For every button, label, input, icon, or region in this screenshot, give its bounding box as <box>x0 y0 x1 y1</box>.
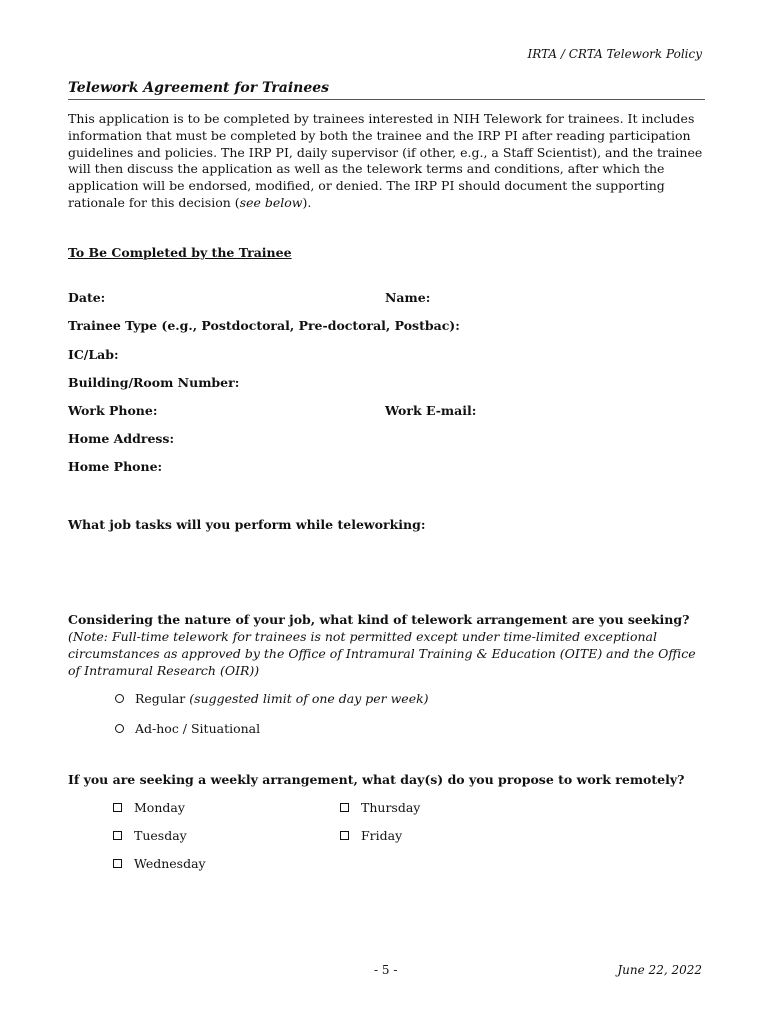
days-question: If you are seeking a weekly arrangement, what day(s) do you propose to work remotely? <box>68 772 685 787</box>
home-address-label: Home Address: <box>68 431 175 446</box>
day-thursday[interactable] <box>340 800 420 815</box>
title-divider <box>68 99 705 100</box>
job-tasks-question: What job tasks will you perform while teleworking: <box>68 517 426 532</box>
checkbox-monday[interactable] <box>113 803 122 812</box>
day-wednesday[interactable] <box>113 856 206 871</box>
ic-lab-label: IC/Lab: <box>68 347 119 362</box>
header-policy-name: IRTA / CRTA Telework Policy <box>527 47 702 61</box>
intro-text: This application is to be completed by trainees interested in NIH Telework for trainees. It includes information that must be completed by both the trainee and the IRP PI after reading participation guidelines and policies. The IRP PI, daily supervisor (if other, e.g., a Staff Scientist), and the trainee will then discuss the application as well as the telework terms and conditions, after which the application will be endorsed, modified, or denied. The IRP PI should document the supporting rationale for this decision ( <box>68 111 703 210</box>
day-monday[interactable] <box>113 800 185 815</box>
option-regular-note: (suggested limit of one day per week) <box>189 691 429 706</box>
day-monday-label: Monday <box>134 800 185 815</box>
radio-regular[interactable] <box>115 694 124 703</box>
radio-adhoc[interactable] <box>115 724 124 733</box>
checkbox-thursday[interactable] <box>340 803 349 812</box>
day-friday-label: Friday <box>361 828 403 843</box>
date-label: Date: <box>68 290 106 305</box>
trainee-type-label: Trainee Type (e.g., Postdoctoral, Pre-doctoral, Postbac): <box>68 318 460 333</box>
arrangement-question: Considering the nature of your job, what kind of telework arrangement are you seeking? <box>68 612 690 627</box>
option-regular[interactable] <box>115 691 429 706</box>
intro-see-below: see below <box>239 194 303 210</box>
day-tuesday[interactable] <box>113 828 187 843</box>
day-tuesday-label: Tuesday <box>134 828 187 843</box>
option-adhoc[interactable] <box>115 721 260 736</box>
document-title: Telework Agreement for Trainees <box>68 80 330 96</box>
building-room-label: Building/Room Number: <box>68 375 240 390</box>
intro-end: ). <box>302 194 312 210</box>
footer-date: June 22, 2022 <box>617 963 702 977</box>
home-phone-label: Home Phone: <box>68 459 163 474</box>
checkbox-friday[interactable] <box>340 831 349 840</box>
page-number: - 5 - <box>374 963 398 977</box>
option-adhoc-label: Ad-hoc / Situational <box>135 721 261 736</box>
checkbox-tuesday[interactable] <box>113 831 122 840</box>
work-email-label: Work E-mail: <box>385 403 477 418</box>
name-label: Name: <box>385 290 431 305</box>
trainee-section-heading: To Be Completed by the Trainee <box>68 245 292 260</box>
checkbox-wednesday[interactable] <box>113 859 122 868</box>
option-regular-label: Regular <box>135 691 186 706</box>
work-phone-label: Work Phone: <box>68 403 158 418</box>
day-thursday-label: Thursday <box>361 800 421 815</box>
day-friday[interactable] <box>340 828 402 843</box>
intro-paragraph <box>68 111 705 212</box>
arrangement-note: (Note: Full-time telework for trainees is not permitted except under time-limited exceptional circumstances as approved by the Office of Intramural Training & Education (OITE) and the Office of Intramural Research (OIR)) <box>68 629 696 678</box>
day-wednesday-label: Wednesday <box>134 856 206 871</box>
